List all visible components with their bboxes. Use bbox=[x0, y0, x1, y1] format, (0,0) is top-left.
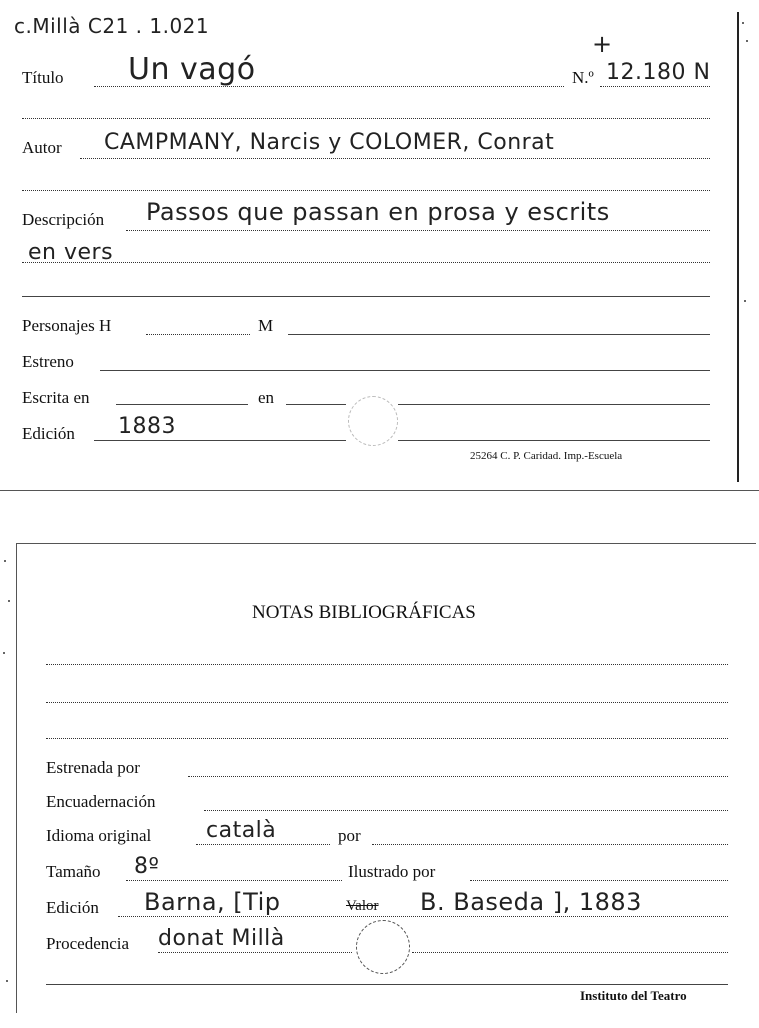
idioma-por-label: por bbox=[338, 826, 361, 845]
descripcion-line-3 bbox=[22, 296, 710, 297]
notas-heading: NOTAS BIBLIOGRÁFICAS bbox=[252, 602, 476, 623]
tamano-label: Tamaño bbox=[46, 862, 101, 881]
descripcion-line-1 bbox=[126, 230, 710, 231]
titulo-value: Un vagó bbox=[128, 52, 256, 87]
punch-hole-card1 bbox=[348, 396, 398, 446]
cross-mark: + bbox=[592, 30, 613, 58]
encuadernacion-label: Encuadernación bbox=[46, 792, 156, 811]
escrita-line bbox=[116, 404, 248, 405]
autor-label: Autor bbox=[22, 138, 62, 157]
edicion2-value-a: Barna, [Tip bbox=[144, 888, 281, 916]
notas-line-3 bbox=[46, 738, 728, 739]
procedencia-line-2 bbox=[412, 952, 728, 953]
footer-institution: Instituto del Teatro bbox=[580, 988, 687, 1003]
scan-speck bbox=[4, 560, 6, 562]
descripcion-value-2: en vers bbox=[28, 240, 114, 265]
escrita-en-line bbox=[286, 404, 346, 405]
estreno-label: Estreno bbox=[22, 352, 74, 371]
autor-line bbox=[80, 158, 710, 159]
estrenada-label: Estrenada por bbox=[46, 758, 140, 777]
descripcion-line-2 bbox=[22, 262, 710, 263]
personajes-m-label: M bbox=[258, 316, 274, 335]
idioma-label: Idioma original bbox=[46, 826, 152, 845]
escrita-label: Escrita en bbox=[22, 388, 90, 407]
edicion-label: Edición bbox=[22, 424, 75, 443]
numero-value: 12.180 N bbox=[606, 60, 711, 85]
card2-top-edge bbox=[16, 543, 756, 544]
numero-label: N.º bbox=[572, 68, 594, 87]
autor-extra-line bbox=[22, 190, 710, 191]
catalog-reference: c.Millà C21 . 1.021 bbox=[14, 14, 210, 38]
scan-speck bbox=[8, 600, 10, 602]
edicion-line-2 bbox=[398, 440, 710, 441]
scan-speck bbox=[744, 300, 746, 302]
scan-speck bbox=[742, 22, 744, 24]
descripcion-value-1: Passos que passan en prosa y escrits bbox=[146, 198, 610, 226]
estrenada-line bbox=[188, 776, 728, 777]
personajes-m-line bbox=[288, 334, 710, 335]
card2-left-edge bbox=[16, 543, 17, 1013]
descripcion-label: Descripción bbox=[22, 210, 105, 229]
escrita-en-line-2 bbox=[398, 404, 710, 405]
idioma-por-line bbox=[372, 844, 728, 845]
estreno-line bbox=[100, 370, 710, 371]
procedencia-label: Procedencia bbox=[46, 934, 130, 953]
scan-speck bbox=[6, 980, 8, 982]
personajes-h-line bbox=[146, 334, 250, 335]
scan-speck bbox=[746, 40, 748, 42]
titulo-label: Título bbox=[22, 68, 64, 87]
edicion2-struck-word: Valor bbox=[346, 898, 379, 914]
tamano-value: 8º bbox=[134, 854, 160, 879]
edicion2-value-b: B. Baseda ], 1883 bbox=[420, 888, 642, 916]
edicion2-label: Edición bbox=[46, 898, 99, 917]
edicion-value: 1883 bbox=[118, 414, 176, 439]
edicion2-line bbox=[118, 916, 728, 917]
personajes-label: Personajes H bbox=[22, 316, 112, 335]
idioma-value: català bbox=[206, 818, 277, 843]
printer-imprint: 25264 C. P. Caridad. Imp.-Escuela bbox=[470, 450, 623, 462]
procedencia-value: donat Millà bbox=[158, 926, 285, 951]
numero-line bbox=[600, 86, 710, 87]
ilustrado-label: Ilustrado por bbox=[348, 862, 436, 881]
card1-bottom-edge bbox=[0, 490, 759, 491]
punch-hole-card2 bbox=[356, 920, 410, 974]
idioma-line bbox=[196, 844, 330, 845]
notas-line-1 bbox=[46, 664, 728, 665]
footer-line bbox=[46, 984, 728, 985]
scan-speck bbox=[3, 652, 5, 654]
encuadernacion-line bbox=[204, 810, 728, 811]
escrita-en-label: en bbox=[258, 388, 275, 407]
notas-line-2 bbox=[46, 702, 728, 703]
autor-value: CAMPMANY, Narcis y COLOMER, Conrat bbox=[104, 130, 555, 155]
ilustrado-line bbox=[470, 880, 728, 881]
procedencia-line bbox=[158, 952, 352, 953]
edicion-line bbox=[94, 440, 346, 441]
card1-right-edge bbox=[737, 12, 739, 482]
tamano-line bbox=[126, 880, 342, 881]
titulo-extra-line bbox=[22, 118, 710, 119]
